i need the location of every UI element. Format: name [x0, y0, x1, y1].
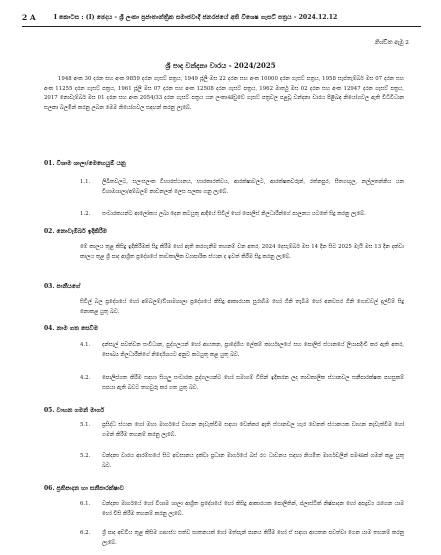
page-header [22, 13, 421, 27]
item-text: ලිඛිතවලට, සලංසලංක විහාරස්ථානය, භාරකාරත්වය, ආරක්ෂාවලට, ආරක්ෂකවරුන්, රත්නපුර, සීතගඟුල, නල්ලතන්නිය යන විශාමශාලා/අම්බලම් නාවනලන් ලෙස සලකා ගනු ලැබේ. [102, 179, 404, 195]
item-number: 5.2. [80, 453, 91, 459]
item-text: වන්දනා වාරය ආරම්භයේ සිට අවසානය දක්වා ප්‍රධාන මාර්ගයේ බස් රථ ධාවනය සඳහා නියමිත මාර්ගවලින් පමණක් ගමන් කළ යුතු බව. [102, 453, 404, 469]
item-text: දන්සැල් පවත්වන සංවිධාන, පුද්ගලයන් හෝ ආයතන, ප්‍රාදේශීය ලේකම් කාර්යාලයේ සහ පොලිස් ස්ථානයේ ලියාපදිංචි කර ඇති අතර, සෞඛ්‍ය නිලධාරීන්ගේ නිර්දේශයට අනුව කටයුතු කළ යුතු බව. [102, 342, 404, 358]
item-number: 1.1. [80, 179, 91, 185]
section-item [80, 529, 404, 551]
item-number: 6.1. [80, 501, 91, 507]
section-01-heading: 01. විශාම ශාලා/මෙහෙයුම් යනු [44, 160, 126, 167]
item-number: 5.1. [80, 422, 91, 428]
section-04-heading: 04. නාම ගත සෙවීම [44, 325, 99, 332]
section-item [80, 341, 404, 369]
item-text: ශ්‍රී පාද අඩවිය තුළ කිසිම ගෘහස්ථ සත්ව ඝාතනයක් හෝ මත්පැන් පානය කිරීම හෝ ඒ සඳහා ආයතන පවත්වා ගෙන යාම තහනම් කරනු ලැබේ. [102, 530, 404, 546]
item-number: 4.2. [80, 375, 91, 381]
item-number: 6.2. [80, 530, 91, 536]
section-06-heading: 06. ප්‍රතිපාදන හා සනීපාරක්ෂාව [44, 485, 124, 492]
annex-label: නිශ්චිත ඇමු 2 [374, 40, 409, 46]
item-number: 1.2. [80, 211, 91, 217]
section-paragraph: මේ කාලය තුළ කිසිදු ඉදිකිරීමක් සිදු කිරීම හෝ ඇති කරගැනීම තහනම් වන අතර, 2024 දෙසැම්බර් මස 14 දින සිට 2025 මැයි මස 13 දින දක්වා කාලය තුළ ශ්‍රී පාද ආශ්‍රිත ප්‍රදේශයේ තාවකාලික ව්‍යාපාරික ස්ථාන ද ඉවත් කිරීම සිදු කරනු ලැබේ. [80, 244, 404, 260]
section-03-heading: 03. පානීයගේ [44, 283, 81, 290]
section-item [80, 178, 404, 206]
header-title: I කොටස : (I) ඡෙදය - ශ්‍රී ලංකා ප්‍රජාතාන්ත්‍රික සමාජවාදී ජනරජයේ අති විශෙෂ ගැසට් පත්‍රය - 2024.12.12 [54, 14, 338, 21]
section-item [80, 452, 404, 480]
item-text: වන්දනා මාර්ගයේ හෝ විශාම ශාලා ආශ්‍රිත ප්‍රදේශයේ හෝ කිසිදු ආකාරයක පොලිතින්, ප්ලාස්ටික් නිෂ්පාදන හෝ අපද්‍රව්‍ය රැගෙන යාම හෝ විසි කිරීම තහනම් කරනු ලැබේ. [102, 501, 404, 517]
intro-paragraph: 1948 අංක 30 දරන සහ අංක 9859 දරන ගැසට් පත්‍රය, 1949 ජූලි මස 22 දරන සහ අංක 10000 දරන ගැසට් පත්‍රය, 1958 සැප්තැම්බර් මස 07 දරන සහ අංක 11255 දරන ගැසට් පත්‍රය, 1961 ජූලි මස 07 දරන සහ අංක 12508 දරන ගැසට් පත්‍රය, 1962 මාර්තු මස 02 දරන සහ අංක 12947 දරන ගැසට් පත්‍රය, 2017 නොවැම්බර් මස 01 දරන සහ අංක 2054/33 දරන ගැසට් පත්‍රය යන ලංකාණ්ඩුවේ ගැසට් පත්‍රවල පළවූ වන්දනා වාරය පිළිබඳ නියෝගවල ඇති විධිවිධාන සලකා බලමින් කරනු ලබන මෙම නියෝගවල සඳහන් කරනු ලැබේ. [44, 76, 404, 111]
section-02-heading: 02. නොවැම්බර් ඉදිකිරීම [44, 228, 107, 235]
document-title: ශ්‍රී පාද වන්දනා වාරය - 2024/2025 [165, 61, 276, 70]
item-text: ප්‍රසිද්ධ ස්ථාන හෝ මහා මාර්ගයේ වාහන නැවැත්වීම සඳහා වෙන්කර ඇති ස්ථානවල හැර වෙනත් ස්ථානයක වාහන නැවැත්වීම හෝ ගමන් කිරීම තහනම් කරනු ලැබේ. [102, 422, 404, 438]
page-number: 2 A [22, 13, 36, 22]
section-item [80, 374, 404, 402]
item-text: පොලිස්ගත කිරීම සඳහා සියලු සංචාරක පුද්ගලයන්ට හෝ සමාගම් විසින් ඉදිකරන ලද තාවකාලික ස්ථානවල සනීපාරක්ෂක පහසුකම් සපයා ඇති බවට තහවුරු කර ගත යුතු බව. [102, 375, 404, 391]
header-rule [22, 26, 421, 27]
section-item [80, 421, 404, 449]
item-text: සංචාරකයන්ට ආලෝකය ලබා දෙන කටයුතු ආදියේ සිවිල් හෝ පොලිස් නිලධාරීන්ගේ පාලනය යටතේ සිදු කරනු ලැබේ. [102, 211, 366, 217]
section-item [80, 500, 404, 528]
item-number: 4.1. [80, 342, 91, 348]
section-paragraph: සිවිල් බල ප්‍රදේශයේ හෝ අම්බලම්/විශාමශාලා ප්‍රදේශයේ කිසිදු ආකාරයක සුරාබීම හෝ ගිනි තැබීම හෝ අනවසර ගිනි ගොඩවල් දැල්වීම් සිදු නොකළ යුතු බව. [80, 299, 404, 315]
section-item [80, 210, 404, 230]
section-05-heading: 05. වාහන ගමන් මාර්ග [44, 407, 105, 414]
